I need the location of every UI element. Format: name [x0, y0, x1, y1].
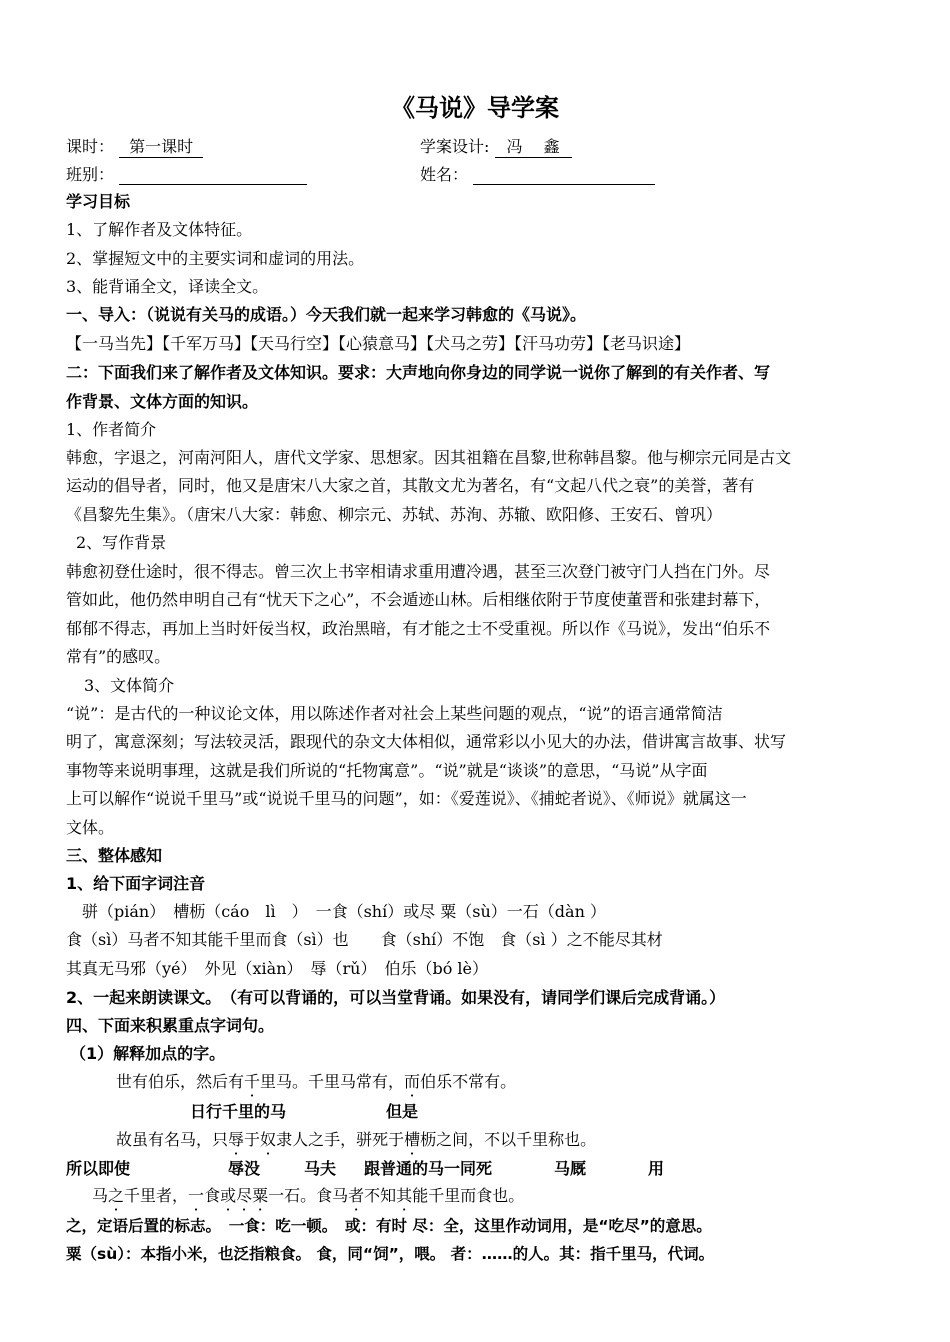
dotted-char: 或	[220, 1186, 237, 1205]
pinyin-title: 1、给下面字词注音	[66, 874, 206, 893]
name-block	[420, 165, 655, 185]
sentence-text: 能千里而食也。	[412, 1186, 525, 1205]
objectives-heading: 学习目标	[66, 192, 131, 211]
page-title: 《马说》导学案	[391, 94, 559, 122]
dotted-char: 槽	[404, 1130, 421, 1149]
sentence-text: 枥之间，不以千里称也。	[420, 1130, 597, 1149]
objective-item: 1、了解作者及文体特征。	[66, 220, 253, 239]
sentence-text: 于	[244, 1130, 261, 1149]
designer-block	[420, 137, 572, 158]
sentence-text: 世有伯乐，然后有	[116, 1072, 245, 1091]
objective-item: 3、能背诵全文，译读全文。	[66, 277, 269, 296]
annotation: 马夫	[304, 1159, 337, 1178]
background-text: 管如此，他仍然申明自己有“忧天下之心”，不会遁迹山林。后相继依附于节度使董晋和张建封幕下，	[66, 590, 771, 609]
author-text: 《昌黎先生集》。（唐宋八大家：韩愈、柳宗元、苏轼、苏洵、苏辙、欧阳修、王安石、曾巩）	[66, 505, 723, 524]
genre-text: “说”：是古代的一种议论文体，用以陈述作者对社会上某些问题的观点，“说”的语言通常简洁	[66, 704, 723, 723]
author-text: 韩愈，字退之，河南河阳人，唐代文学家、思想家。因其祖籍在昌黎,世称韩昌黎。他与柳宗元同是古文	[66, 448, 792, 467]
designer-label: 学案设计:	[420, 137, 490, 156]
sentence-text: 食	[204, 1186, 221, 1205]
sentence-text: 千里者，	[124, 1186, 189, 1205]
dotted-char: 奴	[260, 1130, 277, 1149]
pinyin-line: 骈（pián） 槽枥（cáo lì ） 一食（shí）或尽 粟（sù）一石（dàn ）	[66, 902, 606, 921]
intro-heading: 一、导入：（说说有关马的成语。）今天我们就一起来学习韩愈的《马说》。	[66, 305, 587, 324]
genre-text: 文体。	[66, 818, 115, 837]
lesson-label: 课时：	[66, 137, 115, 156]
section2-heading: 二：下面我们来了解作者及文体知识。要求：大声地向你身边的同学说一说你了解到的有关作者、写	[66, 363, 771, 382]
sentence-text: 故虽有名马，只	[116, 1130, 229, 1149]
sentence-text: 一石。食马	[268, 1186, 349, 1205]
name-label: 姓名：	[420, 165, 469, 184]
dotted-char: 粟	[252, 1186, 269, 1205]
sentence-text: 隶人之手，骈死于	[276, 1130, 405, 1149]
background-text: 韩愈初登仕途时，很不得志。曾三次上书宰相请求重用遭冷遇，甚至三次登门被守门人挡在门外。尽	[66, 562, 771, 581]
annotation-row-2	[66, 1159, 910, 1179]
sentence-text: 马	[92, 1186, 109, 1205]
annotation: 辱没	[228, 1159, 261, 1178]
annotation: 所以即使	[66, 1159, 131, 1178]
header-row-2	[66, 165, 910, 185]
dotted-char: 其	[396, 1186, 413, 1205]
annotation-row-1	[190, 1102, 910, 1122]
annotation: 日行千里的马	[190, 1102, 287, 1121]
background-title: 2、写作背景	[76, 533, 167, 552]
read-title: 2、一起来朗读课文。 （有可以背诵的，可以当堂背诵。如果没有，请同学们课后完成背诵。）	[66, 988, 726, 1007]
pinyin-line: 食（sì）马者不知其能千里而食（sì）也 食（shí）不饱 食（sì ）之不能尽其材	[66, 930, 663, 949]
dotted-char: 之	[108, 1186, 125, 1205]
dotted-char: 而	[404, 1072, 421, 1091]
annotation: 马厩	[554, 1159, 587, 1178]
dotted-char: 千	[244, 1072, 261, 1091]
class-field[interactable]	[119, 166, 307, 185]
annotation: 用	[648, 1159, 665, 1178]
annotation-row-4: 粟（sù）：本指小米，也泛指粮食。 食，同“饲”，喂。 者：……的人。其：指千里马，代词。	[66, 1245, 715, 1263]
section4-sub1: （1）解释加点的字。	[70, 1044, 226, 1063]
name-field[interactable]	[473, 166, 655, 185]
dotted-char: 一	[188, 1186, 205, 1205]
lesson-value: 第一课时	[119, 137, 203, 158]
annotation: 但是	[386, 1102, 419, 1121]
background-text: 郁郁不得志，再加上当时奸佞当权，政治黑暗，有才能之士不受重视。所以作《马说》，发出“伯乐不	[66, 619, 771, 638]
author-text: 运动的倡导者，同时，他又是唐宋八大家之首，其散文尤为著名，有“文起八代之衰”的美誉，著有	[66, 476, 755, 495]
section4-heading: 四、下面来积累重点字词句。	[66, 1016, 275, 1035]
sentence-text: 里马。千里马常有，	[260, 1072, 405, 1091]
annotation: 跟普通的马一同死	[364, 1159, 493, 1178]
sentence-2	[116, 1130, 910, 1150]
genre-text: 事物等来说明事理，这就是我们所说的“托物寓意”。“说”就是“谈谈”的意思，“马说”从字面	[66, 761, 708, 780]
class-label: 班别：	[66, 165, 115, 184]
pinyin-line: 其真无马邪（yé） 外见（xiàn） 辱（rǔ） 伯乐（bó lè）	[66, 959, 488, 978]
sentence-text: 不知	[364, 1186, 397, 1205]
idioms-line: 【一马当先】【千军万马】【天马行空】【心猿意马】【犬马之劳】【汗马功劳】【老马识途】	[66, 334, 691, 353]
annotation-row-3: 之，定语后置的标志。 一食：吃一顿。 或：有时 尽：全，这里作动词用，是“吃尽”的意思。	[66, 1217, 712, 1235]
dotted-char: 者	[348, 1186, 365, 1205]
designer-value: 冯 鑫	[495, 137, 572, 158]
author-title: 1、作者简介	[66, 420, 157, 439]
sentence-3	[92, 1186, 910, 1206]
genre-text: 上可以解作“说说千里马”或“说说千里马的问题”，如：《爱莲说》、《捕蛇者说》、《师说》就属这一	[66, 789, 747, 808]
genre-text: 明了，寓意深刻；写法较灵活，跟现代的杂文大体相似，通常彩以小见大的办法，借讲寓言故事、状写	[66, 732, 787, 751]
section2-heading-cont: 作背景、文体方面的知识。	[66, 392, 259, 411]
genre-title: 3、文体简介	[84, 676, 175, 695]
dotted-char: 尽	[236, 1186, 253, 1205]
background-text: 常有”的感叹。	[66, 647, 171, 666]
dotted-char: 辱	[228, 1130, 245, 1149]
sentence-text: 伯乐不常有。	[420, 1072, 517, 1091]
sentence-1	[116, 1072, 910, 1092]
header-row-1	[66, 137, 910, 158]
objective-item: 2、掌握短文中的主要实词和虚词的用法。	[66, 249, 365, 268]
section3-heading: 三、整体感知	[66, 846, 163, 865]
